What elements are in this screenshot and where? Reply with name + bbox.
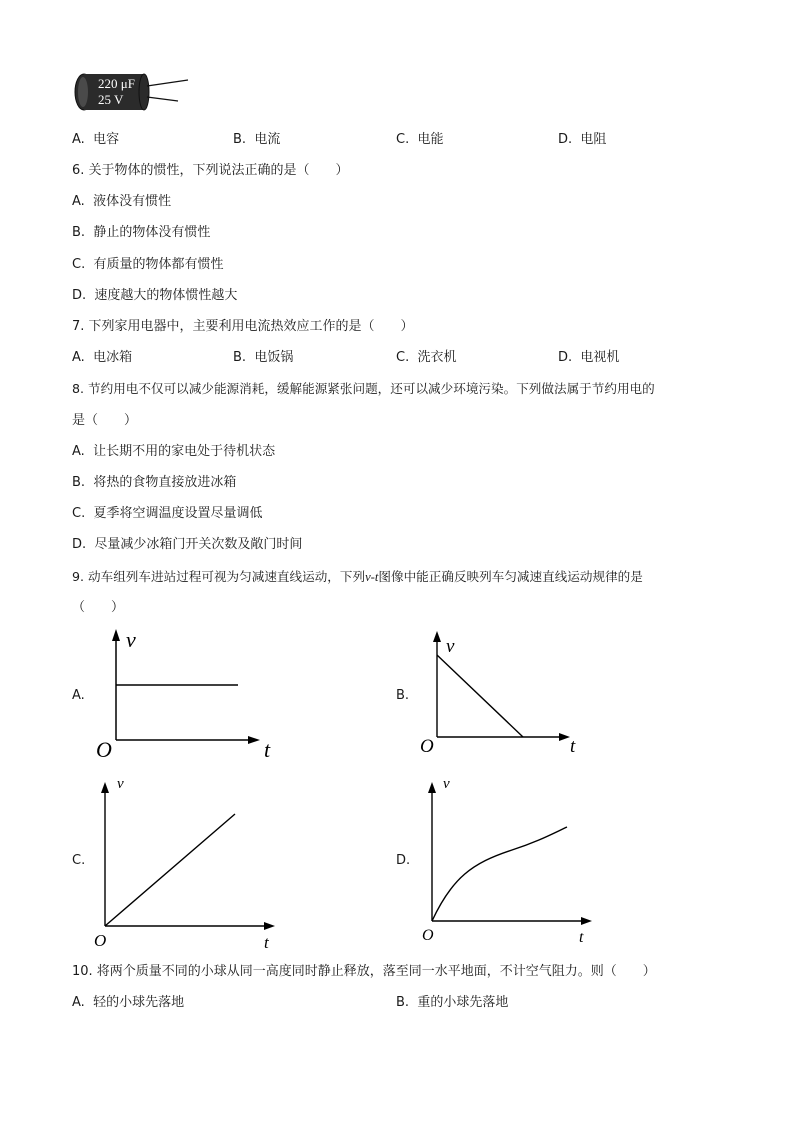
q9-graph-a-origin: O — [96, 737, 112, 762]
q8-option-d: D. 尽量减少冰箱门开关次数及敞门时间 — [72, 537, 303, 552]
q6-option-c: C. 有质量的物体都有惯性 — [72, 257, 224, 272]
q8-option-b: B. 将热的食物直接放进冰箱 — [72, 475, 237, 490]
q6-option-b: B. 静止的物体没有惯性 — [72, 225, 211, 240]
q8-stem-line2: 是（ ） — [72, 413, 138, 428]
q9-graph-c-t-label: t — [264, 933, 269, 952]
q10-stem: 10. 将两个质量不同的小球从同一高度同时静止释放，落至同一水平地面，不计空气阻力。则（ ） — [72, 964, 656, 979]
q8-stem-line1: 8. 节约用电不仅可以减少能源消耗，缓解能源紧张问题，还可以减少环境污染。下列做法属于节约用电的 — [72, 381, 655, 396]
q5-option-b: B. 电流 — [233, 132, 281, 147]
q7-option-a: A. 电冰箱 — [72, 350, 133, 365]
q10-option-a: A. 轻的小球先落地 — [72, 995, 185, 1010]
q9-graph-d-t-label: t — [579, 929, 584, 946]
q9-stem-line2: （ ） — [72, 600, 125, 615]
q9-graph-b-letter: B. — [396, 688, 410, 703]
q5-option-c: C. 电能 — [396, 132, 444, 147]
q9-graph-d — [412, 768, 612, 948]
q9-graph-c-letter: C. — [72, 853, 86, 868]
q9-graph-b — [412, 625, 612, 765]
q7-option-c: C. 洗衣机 — [396, 350, 457, 365]
capacitor-label-line1: 220 μF — [98, 76, 135, 91]
q10-option-b: B. 重的小球先落地 — [396, 995, 509, 1010]
q7-option-b: B. 电饭锅 — [233, 350, 294, 365]
q9-graph-b-t-label: t — [570, 736, 576, 757]
q9-graph-a-letter: A. — [72, 688, 85, 703]
q9-graph-c — [90, 768, 290, 953]
capacitor-label-line2: 25 V — [98, 92, 124, 107]
q5-option-a: A. 电容 — [72, 132, 120, 147]
q6-stem: 6. 关于物体的惯性，下列说法正确的是（ ） — [72, 163, 349, 178]
q9-graph-d-letter: D. — [396, 853, 411, 868]
q9-graph-c-origin: O — [94, 931, 107, 950]
q9-graph-a-t-label: t — [264, 737, 271, 762]
q9-stem-line1: 9. 动车组列车进站过程可视为匀减速直线运动，下列v-t图像中能正确反映列车匀减速直线运动规律的是 — [72, 569, 643, 584]
q7-stem: 7. 下列家用电器中，主要利用电流热效应工作的是（ ） — [72, 319, 414, 334]
capacitor-figure — [70, 70, 195, 115]
q8-option-c: C. 夏季将空调温度设置尽量调低 — [72, 506, 263, 521]
q8-option-a: A. 让长期不用的家电处于待机状态 — [72, 444, 276, 459]
q7-option-d: D. 电视机 — [558, 350, 620, 365]
q9-graph-d-origin: O — [422, 927, 434, 944]
q9-graph-a-v-label: v — [126, 627, 136, 652]
q5-option-d: D. 电阻 — [558, 132, 607, 147]
q9-graph-a — [90, 625, 290, 765]
q9-graph-c-v-label: v — [117, 776, 124, 792]
q9-graph-b-origin: O — [420, 736, 434, 757]
q9-graph-d-v-label: v — [443, 776, 450, 792]
q6-option-a: A. 液体没有惯性 — [72, 194, 172, 209]
q9-graph-b-v-label: v — [446, 636, 455, 657]
q6-option-d: D. 速度越大的物体惯性越大 — [72, 288, 238, 303]
